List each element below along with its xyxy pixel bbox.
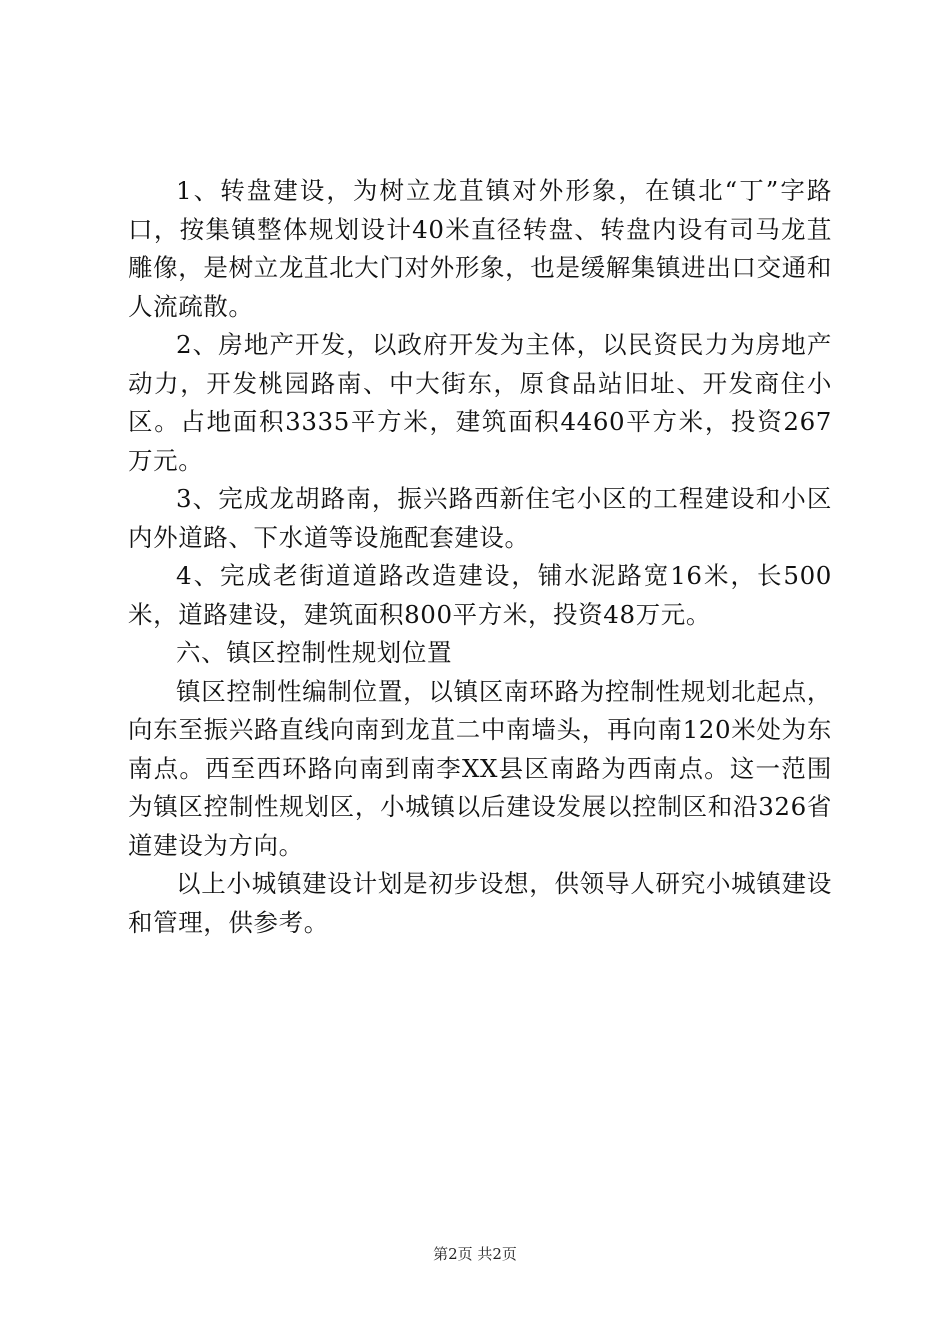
paragraph-residential: 3、完成龙胡路南，振兴路西新住宅小区的工程建设和小区内外道路、下水道等设施配套建设。: [128, 484, 832, 552]
paragraph-conclusion: 以上小城镇建设计划是初步设想，供领导人研究小城镇建设和管理，供参考。: [128, 869, 832, 937]
document-body: [128, 172, 832, 942]
paragraph-real-estate: 2、房地产开发，以政府开发为主体，以民资民力为房地产动力，开发桃园路南、中大街东，原食品站旧址、开发商住小区。占地面积3335平方米，建筑面积4460平方米，投资267万元。: [128, 330, 832, 475]
paragraph-old-street: 4、完成老街道道路改造建设，铺水泥路宽16米，长500米，道路建设，建筑面积800平方米，投资48万元。: [128, 561, 832, 629]
section-heading-planning: 六、镇区控制性规划位置: [176, 638, 453, 667]
page-number-footer: 第2页 共2页: [433, 1245, 517, 1263]
paragraph-planning-area: 镇区控制性编制位置，以镇区南环路为控制性规划北起点，向东至振兴路直线向南到龙苴二中南墙头，再向南120米处为东南点。西至西环路向南到南李XX县区南路为西南点。这一范围为镇区控制性规划区，小城镇以后建设发展以控制区和沿326省道建设为方向。: [128, 676, 832, 860]
paragraph-roundabout: 1、转盘建设，为树立龙苴镇对外形象，在镇北“丁”字路口，按集镇整体规划设计40米直径转盘、转盘内设有司马龙苴雕像，是树立龙苴北大门对外形象，也是缓解集镇进出口交通和人流疏散。: [128, 176, 832, 321]
